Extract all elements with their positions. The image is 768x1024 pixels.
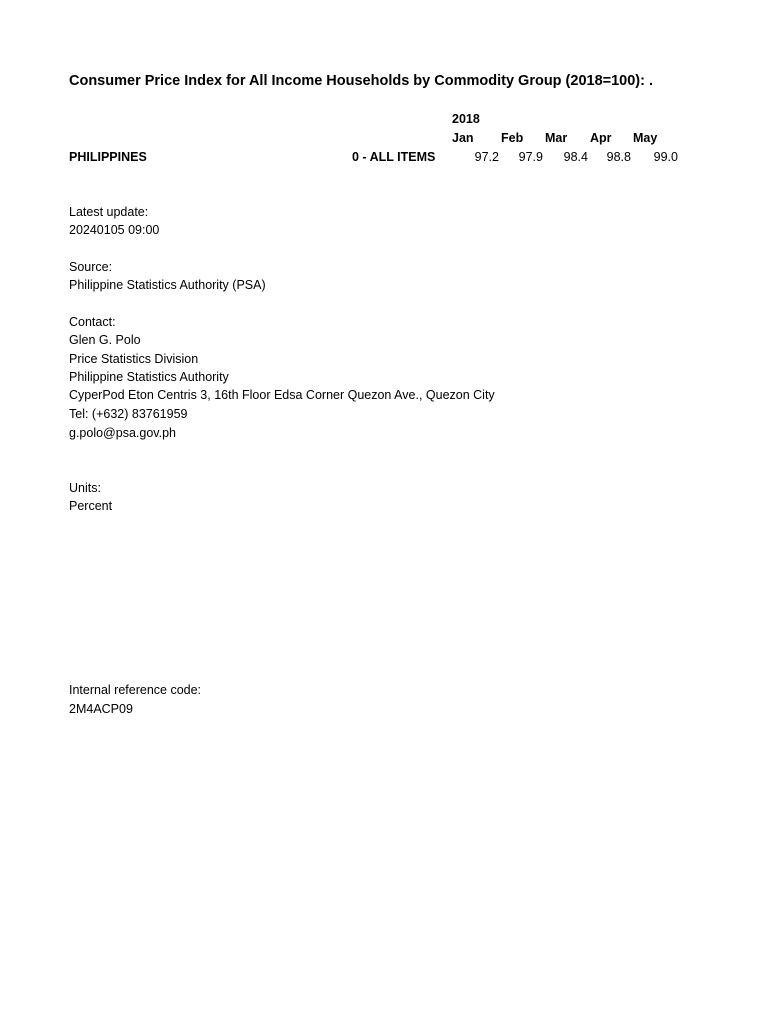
source-value: Philippine Statistics Authority (PSA) — [69, 278, 266, 292]
contact-label: Contact: — [69, 315, 116, 329]
month-header-feb: Feb — [501, 131, 524, 145]
latest-update-label: Latest update: — [69, 205, 149, 219]
units-value: Percent — [69, 499, 113, 513]
contact-division: Price Statistics Division — [69, 352, 199, 366]
month-header-jan: Jan — [452, 131, 474, 145]
contact-email: g.polo@psa.gov.ph — [69, 426, 176, 440]
reference-code-label: Internal reference code: — [69, 683, 202, 697]
geo-label: PHILIPPINES — [69, 150, 147, 164]
value-may: 99.0 — [653, 150, 678, 164]
units-label: Units: — [69, 481, 101, 495]
month-header-may: May — [633, 131, 658, 145]
year-header: 2018 — [452, 112, 480, 126]
contact-address: CyperPod Eton Centris 3, 16th Floor Edsa Corner Quezon Ave., Quezon City — [69, 388, 495, 402]
source-label: Source: — [69, 260, 113, 274]
page-title: Consumer Price Index for All Income Households by Commodity Group (2018=100): . — [69, 73, 654, 89]
value-feb: 97.9 — [518, 150, 543, 164]
contact-organization: Philippine Statistics Authority — [69, 370, 229, 384]
commodity-label: 0 - ALL ITEMS — [352, 150, 436, 164]
contact-phone: Tel: (+632) 83761959 — [69, 407, 188, 421]
latest-update-value: 20240105 09:00 — [69, 223, 160, 237]
month-header-apr: Apr — [590, 131, 612, 145]
value-mar: 98.4 — [563, 150, 588, 164]
contact-name: Glen G. Polo — [69, 333, 141, 347]
value-apr: 98.8 — [606, 150, 631, 164]
reference-code-value: 2M4ACP09 — [69, 702, 133, 716]
value-jan: 97.2 — [474, 150, 499, 164]
month-header-mar: Mar — [545, 131, 568, 145]
